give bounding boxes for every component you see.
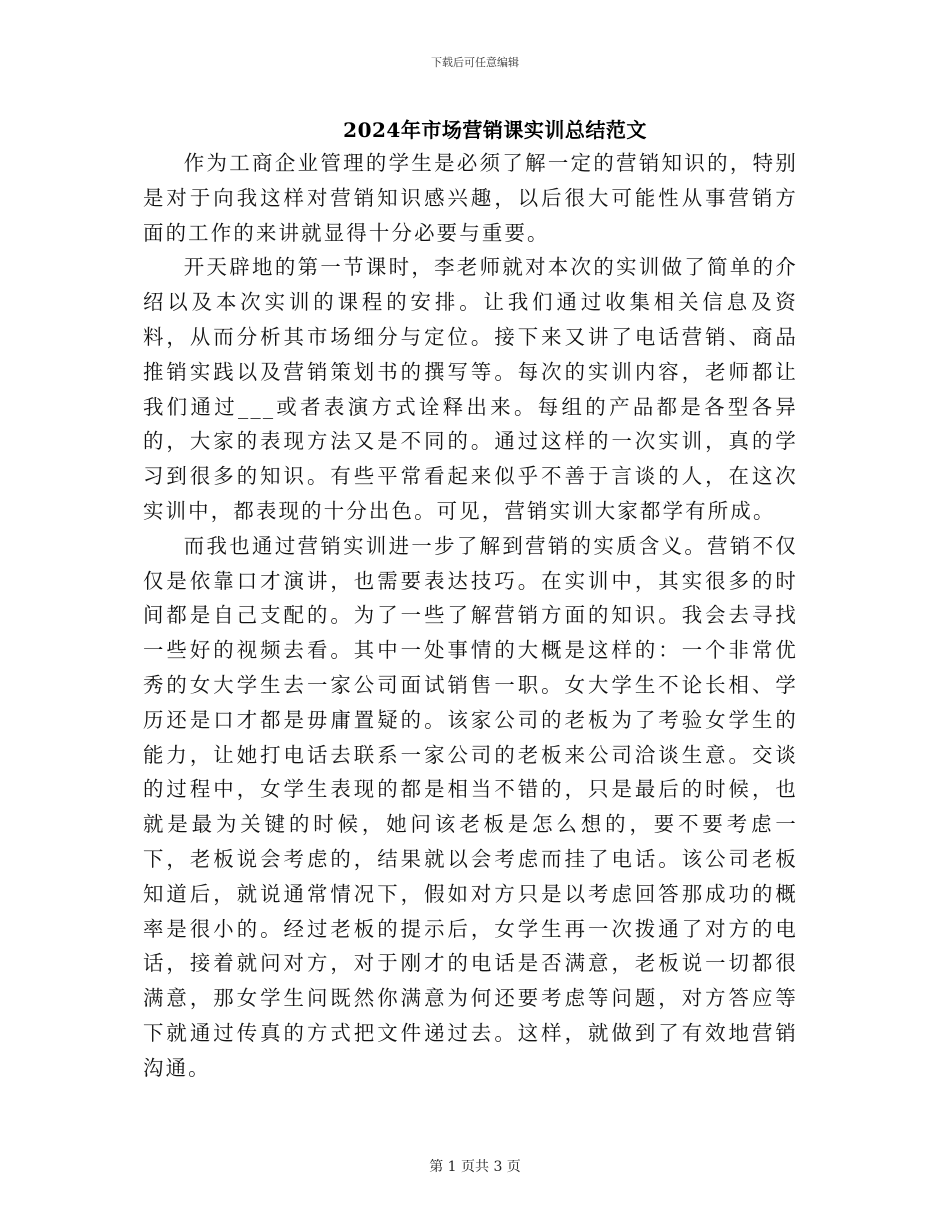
page-header: 下载后可任意编辑	[431, 56, 519, 69]
document-body	[143, 146, 798, 1086]
page-footer: 第 1 页共 3 页	[429, 1159, 521, 1175]
paragraph-1: 作为工商企业管理的学生是必须了解一定的营销知识的，特别是对于向我这样对营销知识感兴趣，以后很大可能性从事营销方面的工作的来讲就显得十分必要与重要。	[143, 151, 798, 245]
document-title: 2024年市场营销课实训总结范文	[343, 118, 647, 142]
paragraph-2: 开天辟地的第一节课时，李老师就对本次的实训做了简单的介绍以及本次实训的课程的安排。让我们通过收集相关信息及资料，从而分析其市场细分与定位。接下来又讲了电话营销、商品推销实践以及营销策划书的撰写等。每次的实训内容，老师都让我们通过___或者表演方式诠释出来。每组的产品都是各型各异的，大家的表现方法又是不同的。通过这样的一次实训，真的学习到很多的知识。有些平常看起来似乎不善于言谈的人，在这次实训中，都表现的十分出色。可见，营销实训大家都学有所成。	[143, 255, 798, 523]
paragraph-3: 而我也通过营销实训进一步了解到营销的实质含义。营销不仅仅是依靠口才演讲，也需要表达技巧。在实训中，其实很多的时间都是自己支配的。为了一些了解营销方面的知识。我会去寻找一些好的视频去看。其中一处事情的大概是这样的：一个非常优秀的女大学生去一家公司面试销售一职。女大学生不论长相、学历还是口才都是毋庸置疑的。该家公司的老板为了考验女学生的能力，让她打电话去联系一家公司的老板来公司洽谈生意。交谈的过程中，女学生表现的都是相当不错的，只是最后的时候，也就是最为关键的时候，她问该老板是怎么想的，要不要考虑一下，老板说会考虑的，结果就以会考虑而挂了电话。该公司老板知道后，就说通常情况下，假如对方只是以考虑回答那成功的概率是很小的。经过老板的提示后，女学生再一次拨通了对方的电话，接着就问对方，对于刚才的电话是否满意，老板说一切都很满意，那女学生问既然你满意为何还要考虑等问题，对方答应等下就通过传真的方式把文件递过去。这样，就做到了有效地营销沟通。	[143, 533, 798, 1080]
